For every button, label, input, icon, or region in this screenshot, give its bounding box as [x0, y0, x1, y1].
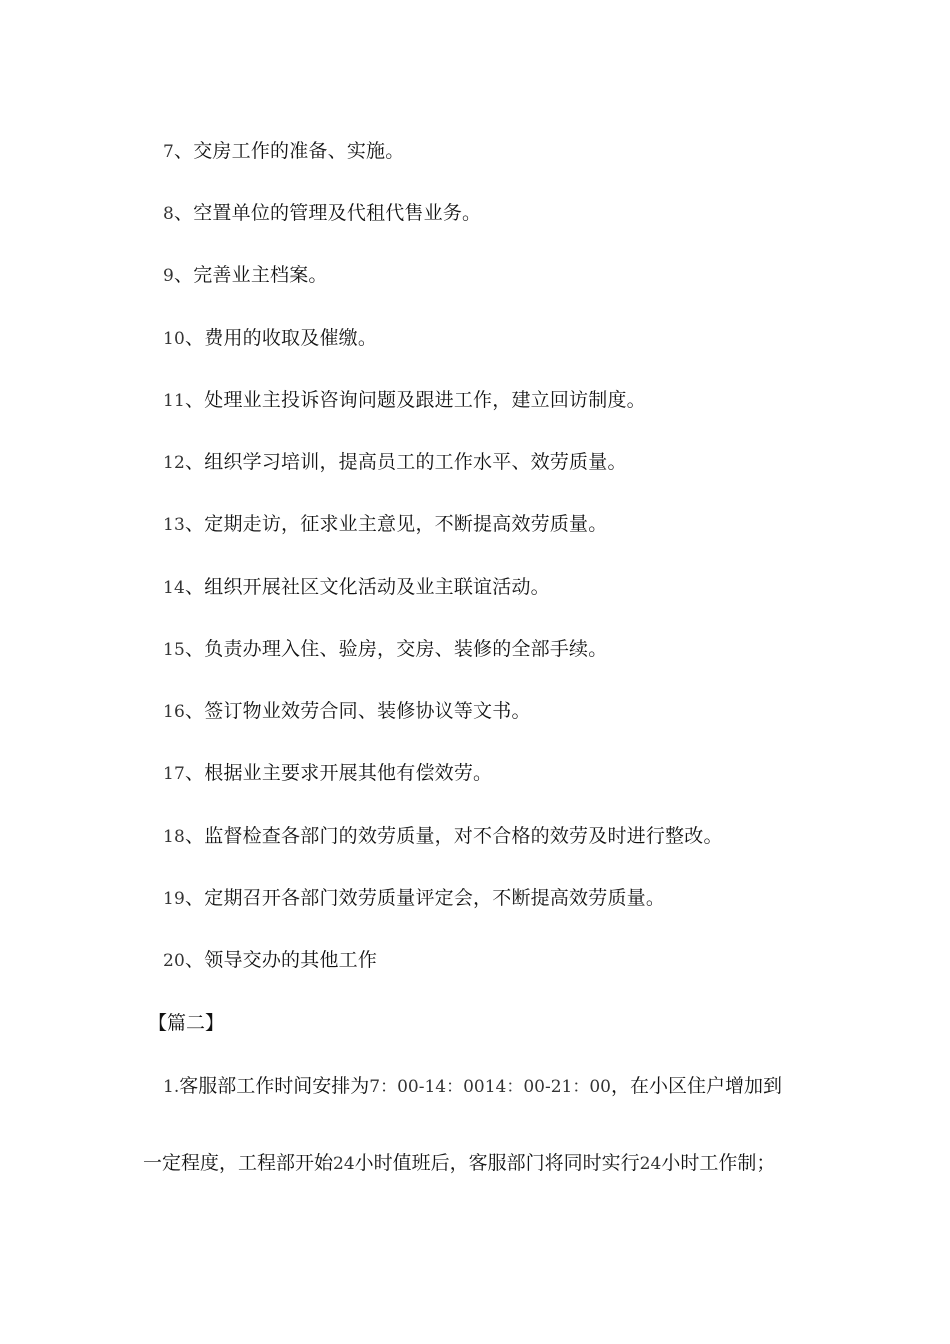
item-text: 、空置单位的管理及代租代售业务。	[174, 202, 482, 224]
list-item	[163, 200, 481, 227]
item-number: 16	[163, 702, 186, 722]
list-item	[163, 823, 723, 850]
item-number: 20	[163, 951, 186, 971]
paragraph-text: 客服部工作时间安排为	[179, 1075, 370, 1097]
item-text: 、费用的收取及催缴。	[185, 327, 378, 349]
item-number: 13	[163, 515, 186, 535]
item-number: 12	[163, 453, 186, 473]
list-item	[163, 262, 328, 289]
item-number: 8	[163, 204, 175, 224]
paragraph-text: ，在小区住户增加到	[610, 1075, 782, 1097]
paragraph-line-2	[143, 1150, 775, 1177]
paragraph-number-24: 24	[639, 1154, 662, 1174]
list-item	[163, 511, 607, 538]
item-text: 、完善业主档案。	[174, 264, 328, 286]
item-number: 15	[163, 640, 186, 660]
list-item	[163, 449, 627, 476]
item-number: 10	[163, 329, 186, 349]
item-text: 、交房工作的准备、实施。	[174, 140, 405, 162]
item-text: 、组织开展社区文化活动及业主联谊活动。	[185, 576, 550, 598]
paragraph-text: 一定程度，工程部开始	[143, 1152, 334, 1174]
paragraph-line-1	[163, 1073, 782, 1100]
item-text: 、监督检查各部门的效劳质量，对不合格的效劳及时进行整改。	[185, 825, 723, 847]
list-item	[163, 574, 550, 601]
item-number: 7	[163, 142, 175, 162]
item-text: 、根据业主要求开展其他有偿效劳。	[185, 762, 493, 784]
list-item	[163, 947, 377, 974]
item-number: 18	[163, 827, 186, 847]
item-number: 14	[163, 578, 186, 598]
list-item	[163, 760, 492, 787]
paragraph-text: 小时值班后，客服部门将同时实行	[354, 1152, 640, 1174]
item-text: 、定期走访，征求业主意见，不断提高效劳质量。	[185, 513, 608, 535]
paragraph-time: 7：00-14：0014：00-21：00	[369, 1077, 611, 1097]
list-item	[163, 138, 404, 165]
item-number: 19	[163, 889, 186, 909]
list-item	[163, 885, 665, 912]
list-item	[163, 636, 607, 663]
section-heading: 【篇二】	[148, 1012, 225, 1034]
list-item	[163, 698, 531, 725]
item-text: 、定期召开各部门效劳质量评定会，不断提高效劳质量。	[185, 887, 666, 909]
paragraph-text: 小时工作制；	[661, 1152, 776, 1174]
paragraph-number: 1.	[163, 1077, 180, 1097]
item-text: 、领导交办的其他工作	[185, 949, 378, 971]
list-item	[163, 325, 377, 352]
item-text: 、签订物业效劳合同、装修协议等文书。	[185, 700, 531, 722]
item-text: 、处理业主投诉咨询问题及跟进工作，建立回访制度。	[185, 389, 646, 411]
item-text: 、负责办理入住、验房，交房、装修的全部手续。	[185, 638, 608, 660]
item-number: 9	[163, 266, 175, 286]
list-item	[163, 387, 646, 414]
item-number: 17	[163, 764, 186, 784]
item-text: 、组织学习培训，提高员工的工作水平、效劳质量。	[185, 451, 627, 473]
paragraph-number-24: 24	[333, 1154, 355, 1174]
item-number: 11	[163, 391, 186, 411]
